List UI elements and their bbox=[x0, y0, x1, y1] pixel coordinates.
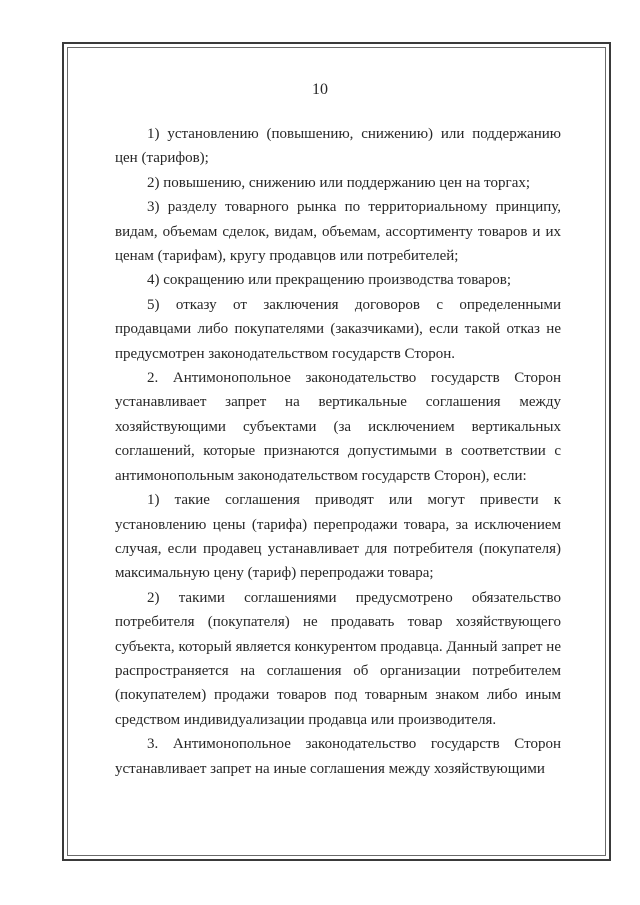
paragraph-item-5: 5) отказу от заключения договоров с определенными продавцами либо покупателями (заказчиками), если такой отказ не предусмотрен законодательством государств Сторон. bbox=[115, 296, 561, 362]
paragraph-section-2: 2. Антимонопольное законодательство государств Сторон устанавливает запрет на вертикальные соглашения между хозяйствующими субъектами (за исключением вертикальных соглашений, которые признаются допустимыми в соответствии с антимонопольным законодательством государств Сторон), если: bbox=[115, 370, 561, 484]
paragraph-item-1: 1) установлению (повышению, снижению) или поддержанию цен (тарифов); bbox=[115, 126, 561, 167]
paragraph-item-4: 4) сокращению или прекращению производства товаров; bbox=[147, 272, 512, 289]
paragraph-item-2: 2) повышению, снижению или поддержанию цен на торгах; bbox=[147, 174, 531, 191]
page-number: 10 bbox=[312, 81, 328, 98]
paragraph-item-3: 3) разделу товарного рынка по территориальному принципу, видам, объемам сделок, видам, объемам, ассортименту товаров и их ценам (тарифам), кругу продавцов или потребителей; bbox=[115, 199, 561, 265]
paragraph-section-2-item-2: 2) такими соглашениями предусмотрено обязательство потребителя (покупателя) не продавать товар хозяйствующего субъекта, который является конкурентом продавца. Данный запрет не распространяется на соглашения об организации потребителем (покупателем) продажи товаров под товарным знаком либо иным средством индивидуализации продавца или производителя. bbox=[115, 589, 561, 728]
document-body bbox=[115, 122, 561, 781]
paragraph-section-2-item-1: 1) такие соглашения приводят или могут привести к установлению цены (тарифа) перепродажи товара, за исключением случая, если продавец устанавливает для потребителя (покупателя) максимальную цену (тариф) перепродажи товара; bbox=[115, 492, 561, 582]
paragraph-section-3: 3. Антимонопольное законодательство государств Сторон устанавливает запрет на иные соглашения между хозяйствующими bbox=[115, 736, 561, 777]
